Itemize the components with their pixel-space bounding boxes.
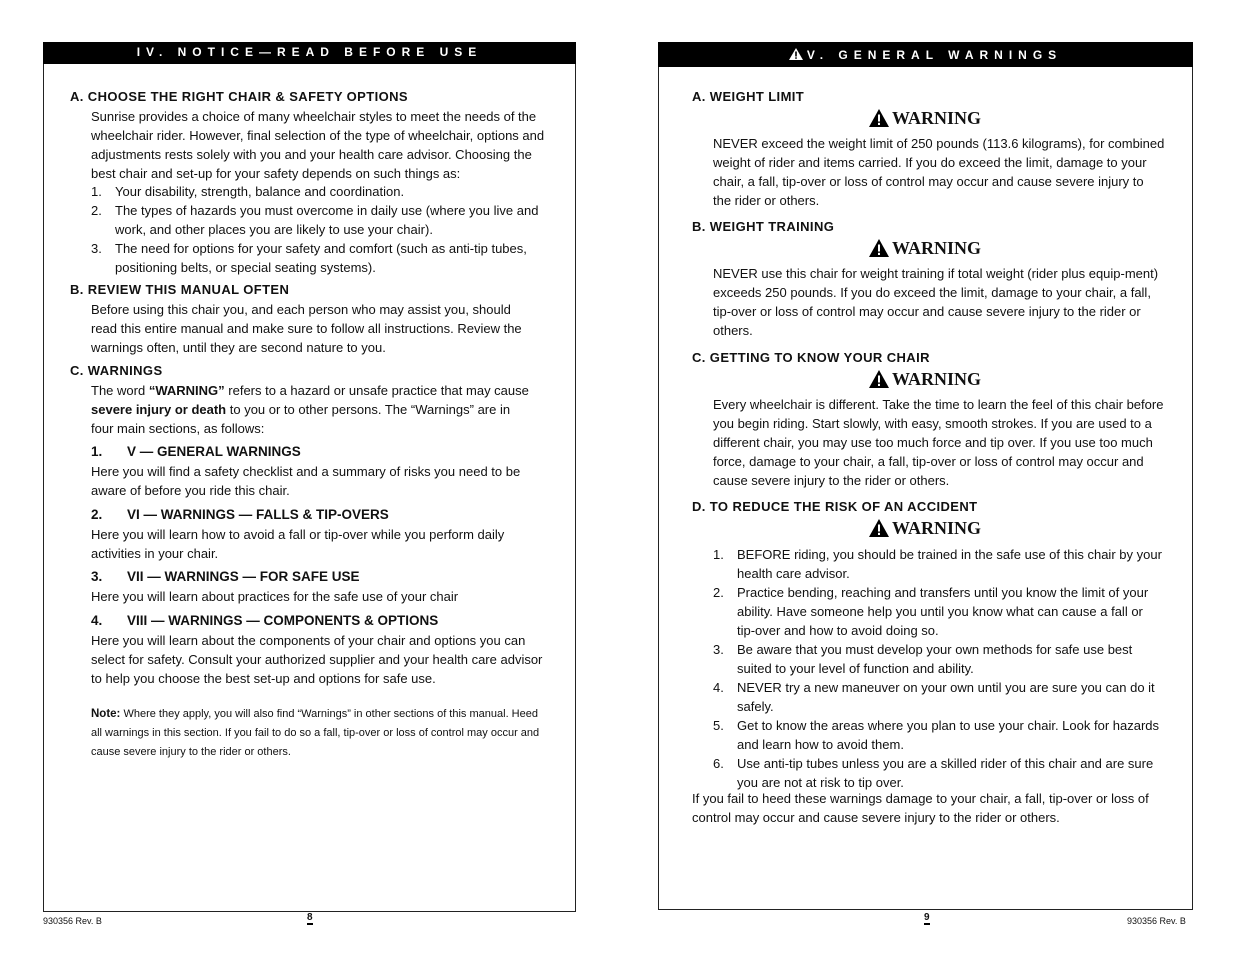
section-a-list <box>91 182 551 277</box>
warning-section-title: VI — WARNINGS — FALLS & TIP-OVERS <box>127 507 389 522</box>
list-item-text: The types of hazards you must overcome in daily use (where you live and work, and other places you are likely to use your chair). <box>115 203 539 237</box>
c-bold-warning: “WARNING” <box>148 383 225 398</box>
note-block <box>91 705 549 762</box>
list-item-text: Be aware that you must develop your own methods for safe use best suited to your level of function and ability. <box>737 642 1133 676</box>
warning-triangle-icon <box>869 370 889 388</box>
warning-banner <box>869 369 981 390</box>
section-d-closing: If you fail to heed these warnings damage to your chair, a fall, tip-over or loss of control may occur and cause severe injury to the rider or others. <box>692 791 1149 825</box>
section-a-title: A. CHOOSE THE RIGHT CHAIR & SAFETY OPTIONS <box>70 89 408 104</box>
right-section-title: D. TO REDUCE THE RISK OF AN ACCIDENT <box>692 499 978 514</box>
c-text-1: The word <box>91 383 149 398</box>
list-item <box>713 545 1163 583</box>
right-header-text: V. GENERAL WARNINGS <box>806 48 1063 62</box>
list-item <box>713 754 1163 792</box>
c-text-3: to you or to other persons. The “Warnings” are in four main sections, as follows: <box>91 402 511 436</box>
list-item <box>91 182 551 201</box>
warning-banner <box>869 518 981 539</box>
warning-section-title: V — GENERAL WARNINGS <box>127 444 301 459</box>
list-item <box>713 716 1163 754</box>
warning-word: WARNING <box>892 108 982 128</box>
warning-banner <box>869 108 981 129</box>
right-section-title: A. WEIGHT LIMIT <box>692 89 805 104</box>
list-item-number: 3. <box>713 642 724 657</box>
left-footer-doc: 930356 Rev. B <box>43 916 102 926</box>
list-item-text: BEFORE riding, you should be trained in the safe use of this chair by your health care advisor. <box>737 547 1162 581</box>
warning-section-text: Here you will learn about practices for the safe use of your chair <box>91 589 459 604</box>
list-item-number: 6. <box>713 756 724 771</box>
warning-triangle-icon <box>869 239 889 257</box>
section-c-paragraph <box>91 381 536 438</box>
list-item <box>713 678 1163 716</box>
right-footer-doc: 930356 Rev. B <box>1127 916 1186 926</box>
list-item-text: The need for options for your safety and comfort (such as anti-tip tubes, positioning belts, or special seating systems). <box>115 241 527 275</box>
left-page-number: 8 <box>307 912 313 923</box>
warning-section-text: Here you will learn about the components of your chair and options you can select for safety. Consult your authorized supplier and your health care advisor to help you choose the best set-up and options for safe use. <box>91 633 543 686</box>
warning-section-number: 1. <box>91 444 103 459</box>
right-page-header <box>658 42 1193 67</box>
warning-section-title: VIII — WARNINGS — COMPONENTS & OPTIONS <box>127 613 439 628</box>
list-item-number: 2. <box>91 203 102 218</box>
warning-word: WARNING <box>892 518 982 538</box>
list-item-number: 3. <box>91 241 102 256</box>
list-item-number: 5. <box>713 718 724 733</box>
section-c-title: C. WARNINGS <box>70 363 163 378</box>
list-item-number: 2. <box>713 585 724 600</box>
section-d-list <box>713 545 1163 792</box>
warning-section-number: 2. <box>91 507 103 522</box>
warning-section-title: VII — WARNINGS — FOR SAFE USE <box>127 569 360 584</box>
right-section-text: NEVER exceed the weight limit of 250 pounds (113.6 kilograms), for combined weight of rider and items carried. If you do exceed the limit, damage to your chair, a fall, tip-over or loss of control may occur and cause severe injury to the rider or others. <box>713 136 1165 208</box>
section-b-paragraph: Before using this chair you, and each person who may assist you, should read this entire manual and make sure to follow all instructions. Review the warnings often, until they are second nature to you. <box>91 302 522 355</box>
list-item-number: 1. <box>91 184 102 199</box>
right-section-text: Every wheelchair is different. Take the time to learn the feel of this chair before you begin riding. Start slowly, with easy, smooth strokes. If you are used to a different chair, you may use too much force and tip over. If you use too much force, damage to your chair, a fall, tip-over or loss of control may occur and cause severe injury to the rider or others. <box>713 397 1164 488</box>
warning-word: WARNING <box>892 238 982 258</box>
list-item-number: 4. <box>713 680 724 695</box>
list-item-text: NEVER try a new maneuver on your own until you are sure you can do it safely. <box>737 680 1155 714</box>
right-page-number: 9 <box>924 912 930 923</box>
warning-section-text: Here you will learn how to avoid a fall or tip-over while you perform daily activities in your chair. <box>91 527 505 561</box>
right-section-title: C. GETTING TO KNOW YOUR CHAIR <box>692 350 930 365</box>
list-item <box>713 640 1163 678</box>
section-a-paragraph: Sunrise provides a choice of many wheelchair styles to meet the needs of the wheelchair rider. However, final selection of the type of wheelchair, options and adjustments rests solely with you and your health care advisor. Choosing the best chair and set-up for your safety depends on such things as: <box>91 109 545 181</box>
warning-triangle-icon <box>869 519 889 537</box>
list-item <box>91 201 551 239</box>
warning-triangle-icon <box>869 109 889 127</box>
left-page-header: IV. NOTICE—READ BEFORE USE <box>43 42 576 64</box>
c-bold-injury: severe injury or death <box>91 402 227 417</box>
note-text: Where they apply, you will also find “Warnings” in other sections of this manual. Heed all warnings in this section. If you fail to do so a fall, tip-over or loss of control may occur and cause severe injury to the rider or others. <box>91 708 540 758</box>
list-item-number: 1. <box>713 547 724 562</box>
list-item-text: Practice bending, reaching and transfers until you know the limit of your ability. Have someone help you until you know what can cause a fall or tip-over and how to avoid doing so. <box>737 585 1149 638</box>
warning-section-number: 4. <box>91 613 103 628</box>
note-label: Note: <box>91 708 121 720</box>
section-b-title: B. REVIEW THIS MANUAL OFTEN <box>70 282 290 297</box>
list-item <box>91 239 551 277</box>
list-item <box>713 583 1163 640</box>
warning-word: WARNING <box>892 369 982 389</box>
right-section-title: B. WEIGHT TRAINING <box>692 219 835 234</box>
right-section-text: NEVER use this chair for weight training if total weight (rider plus equip-ment) exceeds 250 pounds. If you do exceed the limit, damage to your chair, a fall, tip-over or loss of control may occur and cause severe injury to the rider or others. <box>713 266 1159 338</box>
warning-section-number: 3. <box>91 569 103 584</box>
list-item-text: Your disability, strength, balance and coordination. <box>115 184 405 199</box>
warning-triangle-icon <box>789 48 803 60</box>
list-item-text: Use anti-tip tubes unless you are a skilled rider of this chair and are sure you are not at risk to tip over. <box>737 756 1154 790</box>
warning-section-text: Here you will find a safety checklist and a summary of risks you need to be aware of before you ride this chair. <box>91 464 521 498</box>
c-text-2: refers to a hazard or unsafe practice that may cause <box>224 383 529 398</box>
warning-banner <box>869 238 981 259</box>
list-item-text: Get to know the areas where you plan to use your chair. Look for hazards and learn how to avoid them. <box>737 718 1160 752</box>
